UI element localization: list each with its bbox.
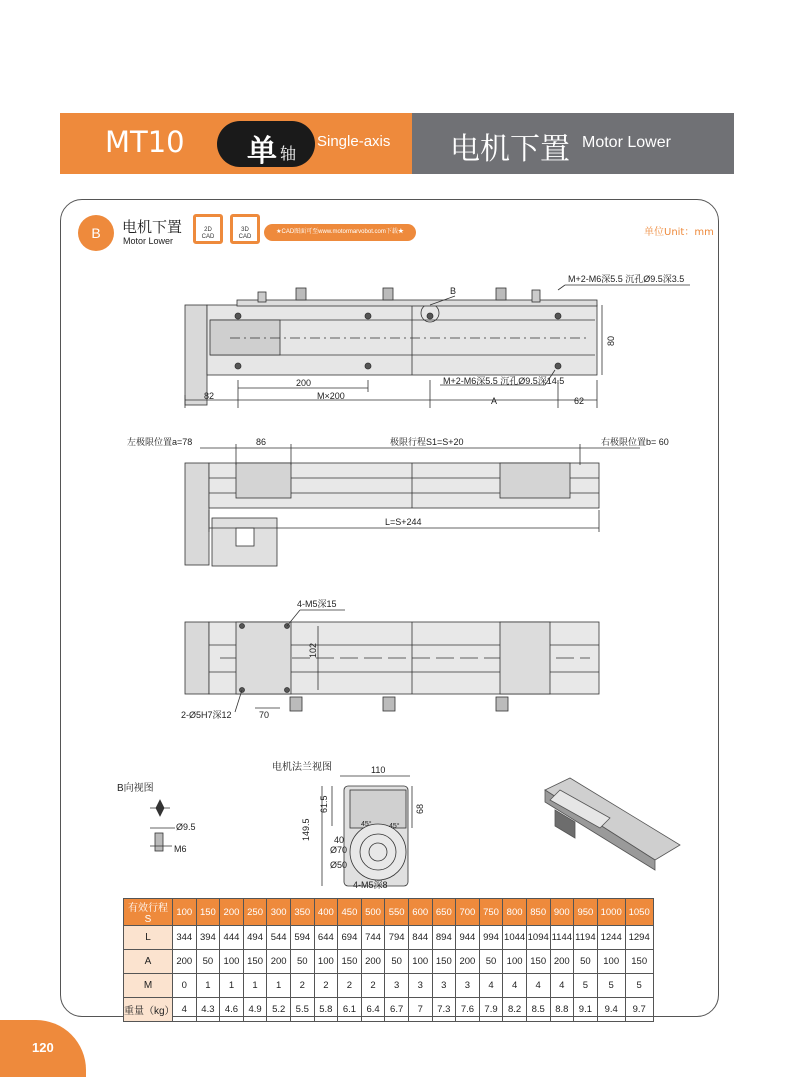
spec-cell: 200	[456, 950, 480, 974]
flange-dim-70: Ø70	[330, 845, 348, 855]
spec-cell: 100	[503, 950, 527, 974]
spec-row	[124, 950, 654, 974]
cad-2d-bottom: CAD	[201, 234, 215, 240]
spec-stroke-cell: 300	[267, 899, 291, 926]
spec-cell: 8.8	[550, 998, 574, 1022]
dim-mx200: M×200	[317, 391, 345, 401]
spec-cell: 4.9	[243, 998, 267, 1022]
model-title: MT10	[105, 125, 185, 159]
spec-cell: 50	[196, 950, 220, 974]
spec-cell: 794	[385, 926, 409, 950]
spec-cell: 5	[597, 974, 625, 998]
spec-cell: 7.6	[456, 998, 480, 1022]
section-title-cn: 电机下置	[122, 218, 183, 236]
spec-cell: 3	[456, 974, 480, 998]
spec-cell: 200	[173, 950, 197, 974]
spec-cell: 200	[267, 950, 291, 974]
dim-82: 82	[204, 391, 215, 401]
flange-angle-1: 45°	[361, 821, 372, 828]
unit-label: 单位Unit：mm	[644, 227, 714, 238]
spec-cell: 50	[479, 950, 503, 974]
spec-cell: 894	[432, 926, 456, 950]
spec-stroke-cell: 900	[550, 899, 574, 926]
spec-cell: 444	[220, 926, 244, 950]
spec-cell: 5.8	[314, 998, 338, 1022]
axis-type-en: Single-axis	[317, 133, 391, 150]
side-view-drawing	[185, 444, 640, 566]
spec-stroke-cell: 650	[432, 899, 456, 926]
flange-angle-2: 45°	[389, 823, 400, 830]
section-badge: B	[78, 215, 114, 251]
spec-stroke-cell: 950	[574, 899, 598, 926]
spec-cell: 694	[338, 926, 362, 950]
spec-stroke-cell: 450	[338, 899, 362, 926]
spec-row-label: A	[124, 950, 173, 974]
axis-type-small: 轴	[280, 144, 297, 163]
right-limit: 右极限位置b= 60	[601, 437, 669, 447]
flange-dim-68: 68	[415, 803, 425, 814]
dim-80: 80	[606, 335, 616, 346]
axis-type-big: 单	[247, 134, 277, 169]
spec-cell: 6.7	[385, 998, 409, 1022]
b-view-drawing	[150, 800, 175, 851]
spec-stroke-cell: 200	[220, 899, 244, 926]
spec-cell: 2	[290, 974, 314, 998]
spec-row-label: 重量（kg）	[124, 998, 173, 1022]
cad-3d-bottom: CAD	[238, 234, 252, 240]
spec-cell: 394	[196, 926, 220, 950]
dim-200: 200	[296, 378, 312, 388]
spec-stroke-cell: 1000	[597, 899, 625, 926]
spec-cell: 5.5	[290, 998, 314, 1022]
spec-header-label: 有效行程 S	[124, 899, 173, 926]
flange-dim-40: 40	[334, 835, 345, 845]
spec-stroke-cell: 400	[314, 899, 338, 926]
page-number: 120	[32, 1040, 54, 1055]
spec-cell: 7.3	[432, 998, 456, 1022]
spec-cell: 2	[361, 974, 385, 998]
spec-stroke-cell: 100	[173, 899, 197, 926]
spec-stroke-cell: 800	[503, 899, 527, 926]
spec-table	[123, 898, 654, 1022]
spec-cell: 6.1	[338, 998, 362, 1022]
spec-cell: 100	[597, 950, 625, 974]
dim-62: 62	[574, 396, 585, 406]
spec-cell: 1194	[574, 926, 598, 950]
spec-cell: 4.3	[196, 998, 220, 1022]
spec-cell: 1094	[526, 926, 550, 950]
spec-cell: 100	[220, 950, 244, 974]
spec-cell: 7.9	[479, 998, 503, 1022]
spec-stroke-cell: 600	[408, 899, 432, 926]
holes-top: 4-M5深15	[297, 599, 337, 609]
left-limit: 左极限位置a=78	[127, 437, 193, 447]
spec-row	[124, 926, 654, 950]
spec-cell: 4	[173, 998, 197, 1022]
spec-cell: 5	[574, 974, 598, 998]
b-view-dia: Ø9.5	[176, 822, 196, 832]
spec-cell: 544	[267, 926, 291, 950]
spec-cell: 4.6	[220, 998, 244, 1022]
spec-cell: 4	[526, 974, 550, 998]
spec-stroke-cell: 750	[479, 899, 503, 926]
spec-cell: 1	[220, 974, 244, 998]
bottom-view-drawing	[185, 610, 599, 712]
spec-cell: 494	[243, 926, 267, 950]
spec-stroke-cell: 550	[385, 899, 409, 926]
spec-cell: 7	[408, 998, 432, 1022]
spec-row-label: L	[124, 926, 173, 950]
cad-3d-top: 3D	[241, 227, 249, 233]
spec-stroke-cell: 700	[456, 899, 480, 926]
spec-cell: 1	[196, 974, 220, 998]
spec-cell: 4	[550, 974, 574, 998]
flange-dim-50: Ø50	[330, 860, 348, 870]
spec-cell: 1294	[625, 926, 653, 950]
spec-cell: 100	[314, 950, 338, 974]
spec-cell: 150	[625, 950, 653, 974]
spec-stroke-cell: 1050	[625, 899, 653, 926]
spec-cell: 1	[267, 974, 291, 998]
motor-position-en: Motor Lower	[582, 134, 671, 151]
spec-cell: 344	[173, 926, 197, 950]
spec-cell: 3	[432, 974, 456, 998]
flange-dim-149-5: 149.5	[301, 818, 311, 841]
b-view-title: B向视图	[117, 783, 154, 794]
dim-a: A	[491, 396, 498, 406]
spec-stroke-cell: 150	[196, 899, 220, 926]
product-render	[545, 778, 680, 870]
spec-cell: 1144	[550, 926, 574, 950]
spec-header-row	[124, 899, 654, 926]
spec-cell: 2	[314, 974, 338, 998]
spec-cell: 200	[550, 950, 574, 974]
spec-cell: 8.5	[526, 998, 550, 1022]
spec-cell: 1044	[503, 926, 527, 950]
length-l: L=S+244	[385, 517, 422, 527]
spec-cell: 150	[432, 950, 456, 974]
flange-holes: 4-M5深8	[353, 880, 388, 890]
spec-cell: 3	[385, 974, 409, 998]
spec-cell: 4	[503, 974, 527, 998]
dim-86: 86	[256, 437, 267, 447]
cad-download-note[interactable]: ★CAD图面可至www.motormarvobot.com下载★	[264, 224, 416, 241]
spec-row-label: M	[124, 974, 173, 998]
spec-cell: 150	[526, 950, 550, 974]
spec-cell: 844	[408, 926, 432, 950]
cad-2d-top: 2D	[204, 227, 212, 233]
spec-cell: 3	[408, 974, 432, 998]
spec-row	[124, 974, 654, 998]
spec-cell: 594	[290, 926, 314, 950]
spec-cell: 50	[290, 950, 314, 974]
spec-cell: 50	[385, 950, 409, 974]
spec-cell: 1	[243, 974, 267, 998]
b-view-thread: M6	[174, 844, 187, 854]
spec-cell: 994	[479, 926, 503, 950]
spec-cell: 944	[456, 926, 480, 950]
callout-top: M+2-M6深5.5 沉孔Ø9.5深3.5	[568, 274, 685, 284]
spec-cell: 150	[243, 950, 267, 974]
spec-cell: 5.2	[267, 998, 291, 1022]
spec-cell: 50	[574, 950, 598, 974]
spec-stroke-cell: 350	[290, 899, 314, 926]
spec-stroke-cell: 850	[526, 899, 550, 926]
dim-70-bottom: 70	[259, 710, 270, 720]
pins: 2-Ø5H7深12	[181, 710, 232, 720]
motor-position-cn: 电机下置	[450, 132, 570, 167]
spec-cell: 0	[173, 974, 197, 998]
spec-cell: 100	[408, 950, 432, 974]
callout-b: B	[450, 286, 457, 296]
spec-cell: 4	[479, 974, 503, 998]
spec-stroke-cell: 500	[361, 899, 385, 926]
callout-bottom: M+2-M6深5.5 沉孔Ø9.5深14.5	[443, 376, 565, 386]
dim-102: 102	[308, 642, 318, 658]
spec-cell: 5	[625, 974, 653, 998]
flange-dim-110: 110	[371, 765, 386, 775]
spec-cell: 9.7	[625, 998, 653, 1022]
spec-cell: 200	[361, 950, 385, 974]
section-title-en: Motor Lower	[123, 236, 174, 246]
spec-stroke-cell: 250	[243, 899, 267, 926]
flange-dim-61-5: 61.5	[319, 795, 329, 813]
spec-cell: 1244	[597, 926, 625, 950]
spec-cell: 9.1	[574, 998, 598, 1022]
spec-cell: 8.2	[503, 998, 527, 1022]
spec-cell: 2	[338, 974, 362, 998]
spec-cell: 9.4	[597, 998, 625, 1022]
spec-cell: 6.4	[361, 998, 385, 1022]
flange-title: 电机法兰视图	[272, 762, 332, 773]
stroke-s1: 极限行程S1=S+20	[390, 437, 464, 447]
spec-cell: 744	[361, 926, 385, 950]
spec-cell: 150	[338, 950, 362, 974]
spec-cell: 644	[314, 926, 338, 950]
spec-row	[124, 998, 654, 1022]
